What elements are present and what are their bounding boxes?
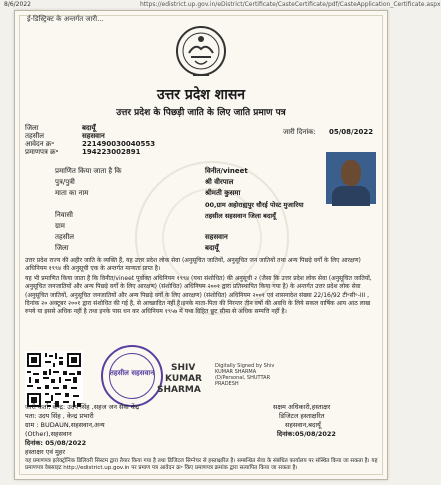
certificate-number: 194223002891	[82, 148, 141, 156]
tehsil2-label: तहसील	[55, 233, 74, 241]
village-label: ग्राम	[55, 222, 65, 230]
government-title: उत्तर प्रदेश शासन	[156, 87, 246, 103]
authority-line-1: सक्षम अधिकारी,हस्ताक्षर	[273, 403, 331, 411]
issuer-date: दिनांक: 05/08/2022	[25, 439, 87, 447]
tehsil-label: तहसील	[25, 132, 44, 140]
official-seal	[101, 345, 163, 407]
caste-paragraph: उत्तर प्रदेश राज्य की अहीर जाति के व्यक्ति हैं, यह उत्तर प्रदेश लोक सेवा (अनुसूचित जातियों, अनुसूचित जन जातियों तथा अन्य पिछड़े वर्गों के लिए आरक्षण) अधिनियम १९९४ की अनुसूची एक के अन्तर्गत मान्यता प्राप्त है।	[25, 257, 361, 273]
tehsil2-value: सहसवान	[205, 233, 228, 241]
signature-note-3: (D/Personal, SHUTTAR	[215, 375, 271, 381]
mother-label: माता का नाम	[55, 189, 89, 197]
district-value: बदायूँ	[82, 124, 96, 132]
issue-date: 05/08/2022	[329, 128, 374, 136]
authority-line-3: सहसवान,बदायूँ	[285, 421, 321, 429]
issuer-line-3: ग्राम : BUDAUN,सहसवान,अन्य	[25, 421, 105, 429]
tehsil-value: सहसवान	[82, 132, 105, 140]
issue-date-label: जारी दिनांक:	[283, 128, 316, 136]
certificate-number-label: प्रमाणपत्र क्र॰	[25, 148, 59, 156]
verification-note: यह प्रमाणपत्र इलेक्ट्रॉनिक डिलिवरी सिस्टम द्वारा तैयार किया गया है तथा डिजिटल सिग्नेचर से हस्ताक्षरित है। सम्बन्धित सेवा के संबंधित कार्यालय पर संस्थित किया जा सकता है। यह प्रमाणपत्र वेबसाइट http://edistrict.up.gov.in पर प्रमाण पत्र आवेदन क्र॰ किए प्रमाणपत्र क्रमांक द्वारा सत्यापित किया जा सकता है।	[25, 458, 378, 471]
applicant-photo	[326, 152, 376, 204]
state-emblem-icon	[175, 25, 227, 81]
browser-header	[0, 0, 441, 10]
district2-value: बदायूँ	[205, 244, 219, 252]
resident-label: निवासी	[55, 211, 73, 219]
authority-date: दिनांक:05/08/2022	[277, 430, 336, 438]
top-note: ई-डिस्ट्रिक्ट के अन्तर्गत जारी...	[27, 15, 104, 23]
certificate-title: उत्तर प्रदेश के पिछड़ी जाति के लिए जाति प्रमाण पत्र	[116, 108, 286, 118]
mother-name: श्रीमती कुसमा	[205, 189, 241, 197]
father-name: श्री वीरपाल	[205, 178, 234, 186]
resident-value: तहसील सहसवान जिला बदायूँ	[205, 212, 276, 220]
photo-shirt	[332, 186, 370, 206]
issuer-line-4: (Other),सहसवान	[25, 430, 72, 438]
certified-label: प्रमाणित किया जाता है कि	[55, 167, 122, 175]
issuer-line-1: जारी कर्ता: केन्द्र: उदय सिंह ,सहज जन सेवा केंद्र	[25, 403, 140, 411]
issuer-sign-label: हस्ताक्षर एवं मुहर	[25, 448, 66, 456]
address-line: 00,ग्राम अहोराह्यपुर धौरई पोस्ट मुजारिया	[205, 201, 304, 209]
certificate-sheet	[14, 10, 388, 480]
signer-name-line-1: SHIV	[171, 363, 196, 373]
district2-label: जिला	[55, 244, 69, 252]
signature-note-1: Digitally Signed by Shiv	[215, 363, 275, 369]
son-of-label: पुत्र/पुत्री	[55, 178, 75, 186]
seal-text: तहसील सहसवान	[109, 369, 155, 377]
print-date: 8/6/2022	[4, 1, 31, 8]
authority-line-2: डिजिटल हस्ताक्षरित	[279, 412, 325, 420]
application-number-label: आवेदन क्र॰	[25, 140, 55, 148]
creamy-layer-paragraph: यह भी प्रमाणित किया जाता है कि विनीत/vineet पूर्वोक्त अधिनियम १९९४ (यथा संशोधित) की अनुसूची २ (जैसा कि उत्तर प्रदेश लोक सेवा (अनुसूचित जातियों, अनुसूचित जनजातियों और अन्य पिछड़े वर्गों के लिए आरक्षण) (संशोधित) अधिनियम २००१ द्वारा प्रतिस्थापित किया गया है) के अन्तर्गत उत्तर प्रदेश लोक सेवा (अनुसूचित जातियों, अनुसूचित जनजातियों और अन्य पिछड़े वर्गों के लिए आरक्षण) (संशोधित) अधिनियम २००१ एवं शासनादेश संख्या 22/16/92 टी॰सी॰-III , दिनांक २० अक्टूबर २००१ द्वारा संशोधित की गई है, से आच्छादित नहीं है।इनके माता-पिता की निरन्तर तीन वर्षो की अवधि के लिये सकल वार्षिक आय आठ लाख रुपये या इससे अधिक नहीं है तथा इनके पास धन कर अधिनियम १९५७ में यथा विहित छूट सीमा से अधिक सम्पत्ति नहीं है।	[25, 275, 372, 316]
signature-note-2: KUMAR SHARMA	[215, 369, 257, 375]
photo-face	[341, 160, 361, 186]
applicant-name: विनीत/vineet	[205, 167, 248, 175]
signature-note-4: PRADESH	[215, 381, 239, 387]
district-label: जिला	[25, 124, 39, 132]
issuer-line-2: पता: उदय सिंह , केन्द्र प्रभारी	[25, 412, 94, 420]
signer-name-line-3: SHARMA	[157, 385, 201, 395]
qr-code-icon	[25, 351, 83, 409]
application-number: 221490030040553	[82, 140, 156, 148]
signer-name-line-2: KUMAR	[165, 374, 202, 384]
print-url: https://edistrict.up.gov.in/eDistrict/Certificate/CasteCertificate/pdf/CasteApplication_Certificate.aspx	[140, 1, 441, 8]
